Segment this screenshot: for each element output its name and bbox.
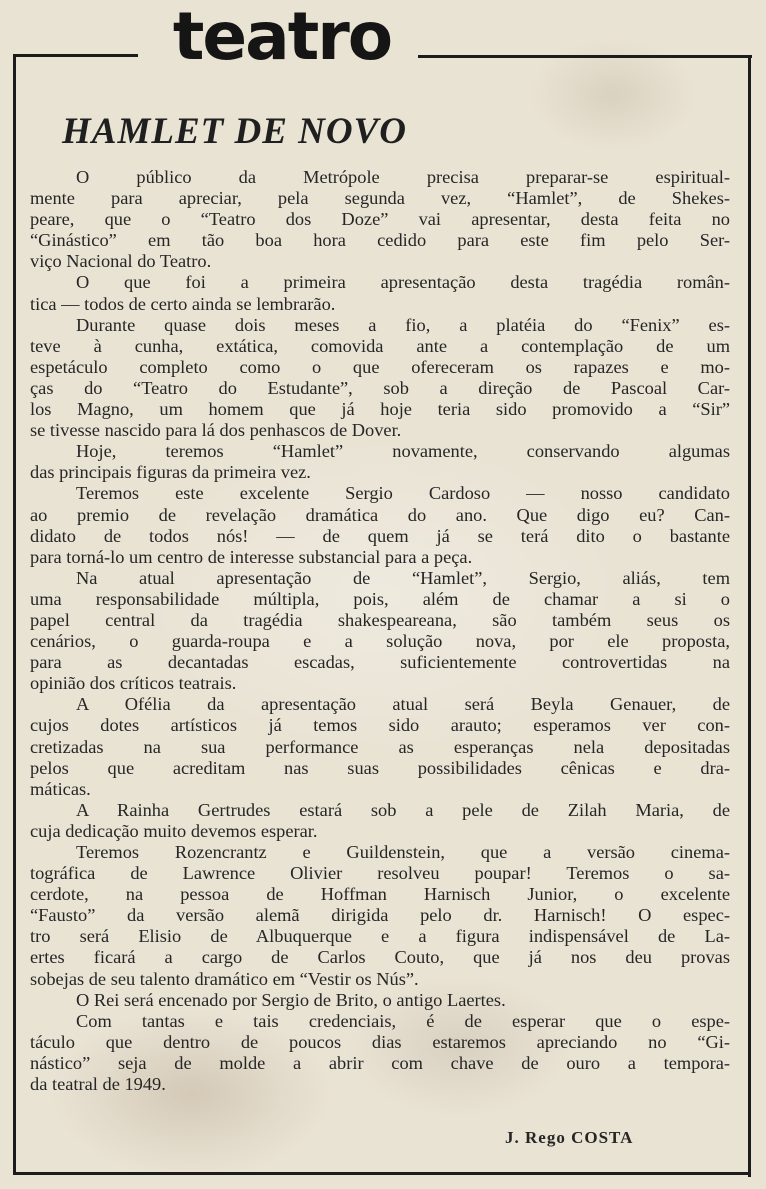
article-line: cuja dedicação muito devemos esperar. — [30, 820, 318, 841]
article-line: tro será Elisio de Albuquerque e a figura indispensável de La- — [30, 926, 730, 947]
article-line: espetáculo completo como o que ofereceram os rapazes e mo- — [30, 356, 730, 377]
article-line: cerdote, na pessoa de Hoffman Harnisch Junior, o excelente — [30, 884, 730, 905]
frame-rule-bottom — [13, 1172, 751, 1175]
article-line: Durante quase dois meses a fio, a platéia do “Fenix” es- — [76, 314, 730, 335]
article-line: O Rei será encenado por Sergio de Brito, o antigo Laertes. — [76, 989, 506, 1010]
article-byline: J. Rego COSTA — [505, 1128, 634, 1147]
article-line: A Ofélia da apresentação atual será Beyla Genauer, de — [76, 694, 730, 715]
article-line: teve à cunha, extática, comovida ante a contemplação de um — [30, 335, 730, 356]
article-line: mente para apreciar, pela segunda vez, “Hamlet”, de Shekes- — [30, 188, 730, 209]
article-line: opinião dos críticos teatrais. — [30, 673, 237, 694]
article-line: cujos dotes artísticos já temos sido arauto; esperamos ver con- — [30, 715, 730, 736]
article-line: los Magno, um homem que já hoje teria sido promovido a “Sir” — [30, 399, 730, 420]
article-line: ao premio de revelação dramática do ano. Que digo eu? Can- — [30, 504, 730, 525]
article-headline: HAMLET DE NOVO — [62, 111, 407, 152]
article-line: Teremos Rozencrantz e Guildenstein, que a versão cinema- — [76, 842, 730, 862]
article-line: O que foi a primeira apresentação desta tragédia român- — [76, 272, 730, 293]
article-line: cenários, o guarda-roupa e a solução nova, por ele proposta, — [30, 631, 730, 652]
frame-rule-left — [13, 54, 16, 1174]
article-line: cretizadas na sua performance as esperanças nela depositadas — [30, 736, 730, 757]
article-line: O público da Metrópole precisa preparar-se espiritual- — [76, 167, 730, 187]
article-line: ças do “Teatro do Estudante”, sob a direção de Pascoal Car- — [30, 377, 730, 398]
article-line: papel central da tragédia shakespeareana, são também seus os — [30, 609, 730, 630]
frame-rule-right — [748, 55, 751, 1177]
article-line: nástico” seja de molde a abrir com chave de ouro a tempora- — [30, 1052, 730, 1073]
article-line: táculo que dentro de poucos dias estaremos apreciando no “Gi- — [30, 1031, 730, 1052]
article-line: tica — todos de certo ainda se lembrarão. — [30, 293, 336, 314]
article-line: para as decantadas escadas, suficientemente controvertidas na — [30, 652, 730, 673]
frame-rule-top-left — [14, 54, 138, 57]
article-line: Com tantas e tais credenciais, é de esperar que o espe- — [76, 1010, 730, 1031]
article-line: máticas. — [30, 778, 91, 799]
article-line: didato de todos nós! — de quem já se terá dito o bastante — [30, 525, 730, 546]
section-title: teatro — [172, 0, 392, 75]
article-line: das principais figuras da primeira vez. — [30, 462, 311, 483]
article-line: Hoje, teremos “Hamlet” novamente, conservando algumas — [76, 441, 730, 462]
article-line: tográfica de Lawrence Olivier resolveu poupar! Teremos o sa- — [30, 863, 730, 884]
article-line: pelos que acreditam nas suas possibilidades cênicas e dra- — [30, 757, 730, 778]
article-line: se tivesse nascido para lá dos penhascos de Dover. — [30, 420, 402, 441]
frame-rule-top-right — [418, 55, 752, 58]
article-body — [30, 167, 730, 1095]
article-line: da teatral de 1949. — [30, 1074, 166, 1095]
article-line: viço Nacional do Teatro. — [30, 251, 212, 272]
article-line: ertes ficará a cargo de Carlos Couto, que já nos deu provas — [30, 947, 730, 968]
article-line: sobejas de seu talento dramático em “Vestir os Nús”. — [30, 968, 419, 989]
article-line: Na atual apresentação de “Hamlet”, Sergio, aliás, tem — [76, 567, 730, 588]
article-line: uma responsabilidade múltipla, pois, além de chamar a si o — [30, 588, 730, 609]
article-line: Teremos este excelente Sergio Cardoso — nosso candidato — [76, 483, 730, 504]
article-line: “Ginástico” em tão boa hora cedido para este fim pelo Ser- — [30, 230, 730, 251]
article-line: para torná-lo um centro de interesse substancial para a peça. — [30, 546, 473, 567]
article-line: “Fausto” da versão alemã dirigida pelo dr. Harnisch! O espec- — [30, 905, 730, 926]
article-line: peare, que o “Teatro dos Doze” vai apresentar, desta feita no — [30, 209, 730, 230]
article-line: A Rainha Gertrudes estará sob a pele de Zilah Maria, de — [76, 799, 730, 820]
